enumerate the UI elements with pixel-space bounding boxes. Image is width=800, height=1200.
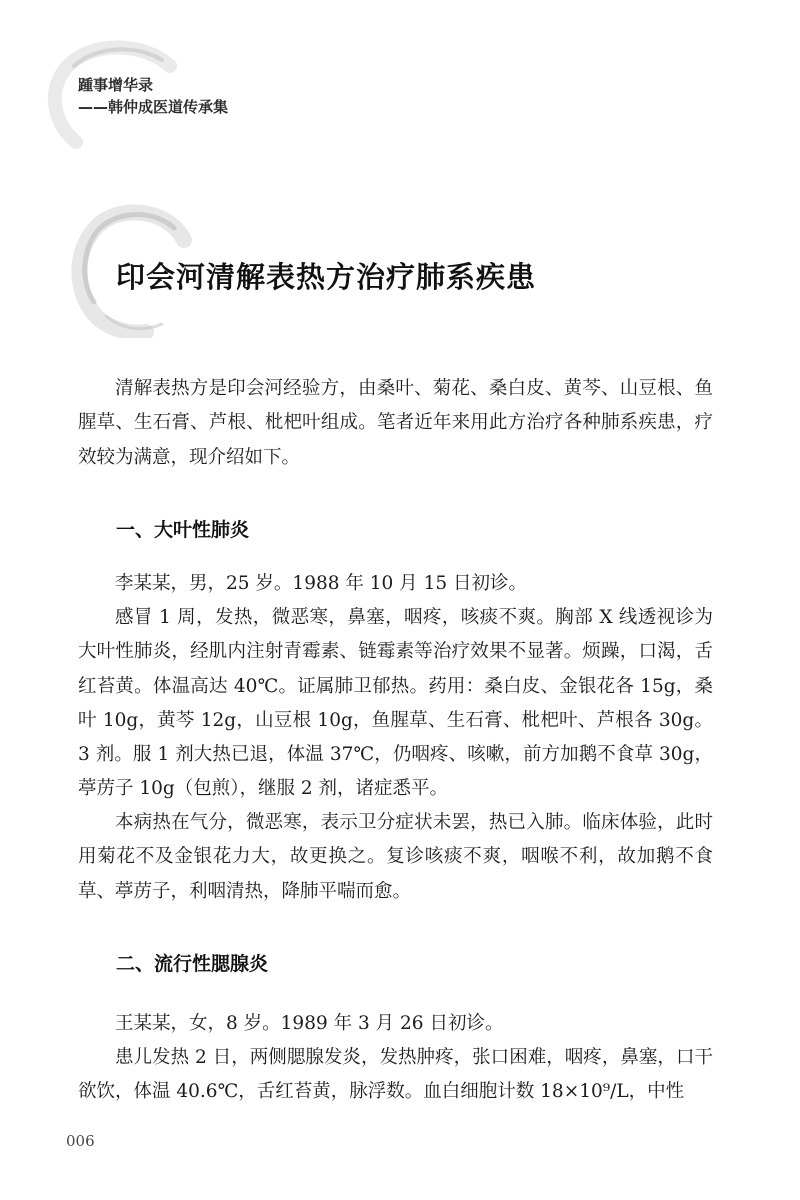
case-history-paragraph: 患儿发热 2 日，两侧腮腺发炎，发热肿疼，张口困难，咽疼，鼻塞，口干欲饮，体温 40.6℃，舌红苔黄，脉浮数。血白细胞计数 18×10⁹/L，中性	[78, 1047, 713, 1103]
section-heading-1: 一、大叶性肺炎	[116, 519, 250, 541]
running-header	[78, 74, 228, 118]
case-history-paragraph: 感冒 1 周，发热，微恶寒，鼻塞，咽疼，咳痰不爽。胸部 X 线透视诊为大叶性肺炎，经肌内注射青霉素、链霉素等治疗效果不显著。烦躁，口渴，舌红苔黄。体温高达 40℃。证属肺卫郁热。药用：桑白皮、金银花各 15g，桑叶 10g，黄芩 12g，山豆根 10g，鱼腥草、生石膏、枇杷叶、芦根各 30g。3 剂。服 1 剂大热已退，体温 37℃，仍咽疼、咳嗽，前方加鹅不食草 30g，葶苈子 10g（包煎），继服 2 剂，诸症悉平。	[78, 607, 713, 800]
section-heading-2: 二、流行性腮腺炎	[116, 953, 269, 975]
chapter-title: 印会河清解表热方治疗肺系疾患	[116, 260, 537, 294]
series-subtitle: ——韩仲成医道传承集	[78, 98, 229, 116]
case-info-paragraph: 李某某，男，25 岁。1988 年 10 月 15 日初诊。	[115, 573, 527, 594]
page-number: 006	[66, 1132, 95, 1150]
case-commentary-paragraph: 本病热在气分，微恶寒，表示卫分症状未罢，热已入肺。临床体验，此时用菊花不及金银花力大，故更换之。复诊咳痰不爽，咽喉不利，故加鹅不食草、葶苈子，利咽清热，降肺平喘而愈。	[78, 812, 713, 902]
intro-paragraph: 清解表热方是印会河经验方，由桑叶、菊花、桑白皮、黄芩、山豆根、鱼腥草、生石膏、芦根、枇杷叶组成。笔者近年来用此方治疗各种肺系疾患，疗效较为满意，现介绍如下。	[78, 378, 713, 468]
case-info-paragraph: 王某某，女，8 岁。1989 年 3 月 26 日初诊。	[115, 1013, 504, 1034]
series-title: 踵事增华录	[78, 76, 154, 94]
